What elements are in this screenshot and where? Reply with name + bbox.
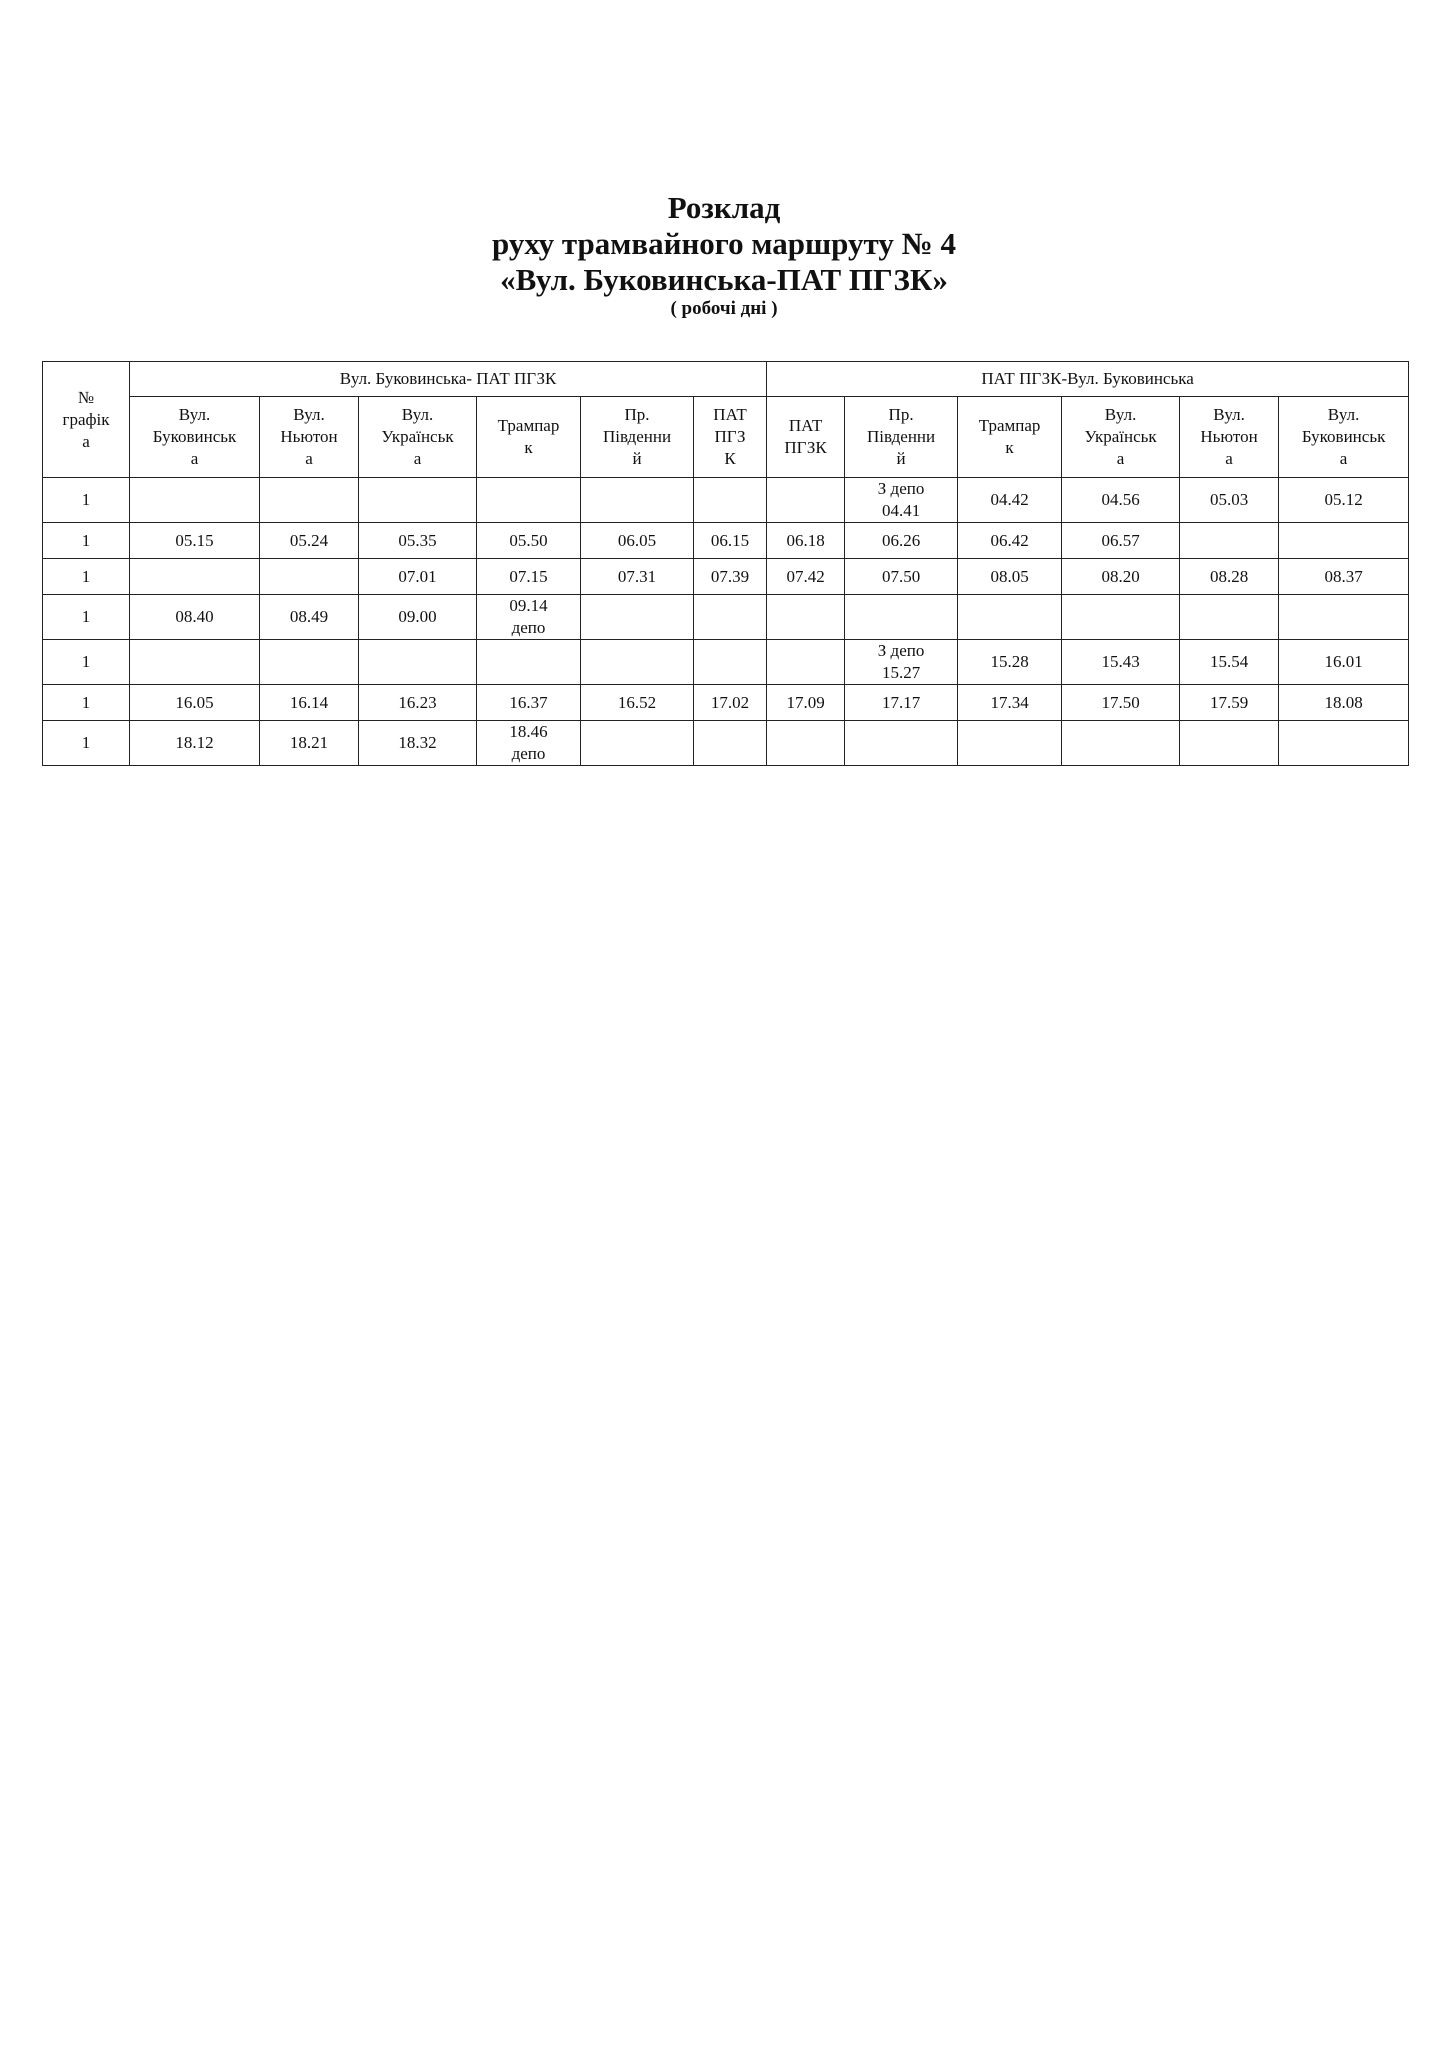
time-cell: 16.05 — [130, 685, 260, 721]
time-cell: 15.54 — [1180, 640, 1279, 685]
day-type-subtitle: ( робочі дні ) — [670, 298, 778, 319]
stop-header-dir1: Вул. Буковинськ а — [130, 397, 260, 478]
time-cell — [767, 640, 845, 685]
time-cell — [477, 640, 581, 685]
time-cell: 06.57 — [1062, 523, 1180, 559]
time-cell: 16.01 — [1279, 640, 1409, 685]
time-cell — [694, 640, 767, 685]
time-cell: 18.12 — [130, 721, 260, 766]
stop-header-dir2: Вул. Ньютон а — [1180, 397, 1279, 478]
time-cell — [767, 595, 845, 640]
time-cell: 08.28 — [1180, 559, 1279, 595]
time-cell: 08.40 — [130, 595, 260, 640]
time-cell — [581, 478, 694, 523]
time-cell: 08.20 — [1062, 559, 1180, 595]
table-row — [43, 595, 1409, 640]
graph-number-cell: 1 — [43, 478, 130, 523]
time-cell — [581, 640, 694, 685]
time-cell — [1279, 595, 1409, 640]
direction-1-header: Вул. Буковинська- ПАТ ПГЗК — [130, 362, 767, 397]
time-cell: 07.15 — [477, 559, 581, 595]
stop-header-dir2: Трампар к — [958, 397, 1062, 478]
time-cell — [260, 559, 359, 595]
time-cell: 07.50 — [845, 559, 958, 595]
stop-header-dir2: Пр. Південни й — [845, 397, 958, 478]
time-cell: 05.35 — [359, 523, 477, 559]
table-row — [43, 523, 1409, 559]
table-row — [43, 685, 1409, 721]
time-cell: 07.31 — [581, 559, 694, 595]
time-cell — [260, 640, 359, 685]
table-row — [43, 559, 1409, 595]
time-cell — [1279, 523, 1409, 559]
time-cell: 07.39 — [694, 559, 767, 595]
graph-number-cell: 1 — [43, 685, 130, 721]
time-cell: 18.46 депо — [477, 721, 581, 766]
time-cell: 18.08 — [1279, 685, 1409, 721]
time-cell: 09.14 депо — [477, 595, 581, 640]
graph-number-cell: 1 — [43, 640, 130, 685]
time-cell — [694, 595, 767, 640]
time-cell: 05.24 — [260, 523, 359, 559]
table-row — [43, 640, 1409, 685]
time-cell — [845, 595, 958, 640]
time-cell: 08.49 — [260, 595, 359, 640]
time-cell — [1180, 721, 1279, 766]
graph-number-cell: 1 — [43, 559, 130, 595]
time-cell — [130, 559, 260, 595]
time-cell: 16.37 — [477, 685, 581, 721]
time-cell — [1180, 523, 1279, 559]
time-cell: 18.21 — [260, 721, 359, 766]
time-cell — [845, 721, 958, 766]
stop-header-dir2: ПАТ ПГЗК — [767, 397, 845, 478]
time-cell — [359, 640, 477, 685]
time-cell — [958, 595, 1062, 640]
time-cell — [477, 478, 581, 523]
time-cell: 08.37 — [1279, 559, 1409, 595]
stop-header-dir2: Вул. Буковинськ а — [1279, 397, 1409, 478]
time-cell — [130, 640, 260, 685]
stop-header-dir1: Вул. Ньютон а — [260, 397, 359, 478]
time-cell: 17.17 — [845, 685, 958, 721]
table-row — [43, 478, 1409, 523]
document-header — [0, 190, 1448, 320]
schedule-table — [42, 361, 1409, 766]
stop-header-dir1: ПАТ ПГЗ К — [694, 397, 767, 478]
time-cell: 18.32 — [359, 721, 477, 766]
direction-2-header: ПАТ ПГЗК-Вул. Буковинська — [767, 362, 1409, 397]
time-cell: 05.03 — [1180, 478, 1279, 523]
time-cell — [1062, 721, 1180, 766]
table-row — [43, 721, 1409, 766]
stop-header-dir2: Вул. Українськ а — [1062, 397, 1180, 478]
time-cell: 17.02 — [694, 685, 767, 721]
time-cell: 16.23 — [359, 685, 477, 721]
document-title: Розклад — [667, 190, 781, 225]
time-cell: 17.09 — [767, 685, 845, 721]
time-cell: 06.15 — [694, 523, 767, 559]
time-cell: 05.50 — [477, 523, 581, 559]
time-cell: 05.12 — [1279, 478, 1409, 523]
time-cell — [581, 721, 694, 766]
graph-number-header: № графік а — [43, 362, 130, 478]
time-cell: 15.43 — [1062, 640, 1180, 685]
time-cell: 04.56 — [1062, 478, 1180, 523]
time-cell: 05.15 — [130, 523, 260, 559]
time-cell: 16.52 — [581, 685, 694, 721]
stop-header-dir1: Вул. Українськ а — [359, 397, 477, 478]
time-cell: 17.59 — [1180, 685, 1279, 721]
time-cell — [1279, 721, 1409, 766]
time-cell: 06.18 — [767, 523, 845, 559]
time-cell — [767, 478, 845, 523]
time-cell: 07.42 — [767, 559, 845, 595]
time-cell: 06.26 — [845, 523, 958, 559]
time-cell: З депо 15.27 — [845, 640, 958, 685]
graph-number-cell: 1 — [43, 721, 130, 766]
graph-number-cell: 1 — [43, 595, 130, 640]
time-cell — [1062, 595, 1180, 640]
time-cell: 06.05 — [581, 523, 694, 559]
time-cell: 08.05 — [958, 559, 1062, 595]
time-cell — [359, 478, 477, 523]
time-cell: 04.42 — [958, 478, 1062, 523]
time-cell: 16.14 — [260, 685, 359, 721]
time-cell: 17.34 — [958, 685, 1062, 721]
time-cell: 17.50 — [1062, 685, 1180, 721]
graph-number-cell: 1 — [43, 523, 130, 559]
time-cell — [1180, 595, 1279, 640]
time-cell — [260, 478, 359, 523]
route-name: «Вул. Буковинська-ПАТ ПГЗК» — [500, 262, 948, 297]
time-cell — [581, 595, 694, 640]
time-cell: 06.42 — [958, 523, 1062, 559]
time-cell — [958, 721, 1062, 766]
time-cell: 07.01 — [359, 559, 477, 595]
time-cell — [694, 478, 767, 523]
time-cell: 09.00 — [359, 595, 477, 640]
time-cell: 15.28 — [958, 640, 1062, 685]
stop-header-dir1: Пр. Південни й — [581, 397, 694, 478]
stop-header-dir1: Трампар к — [477, 397, 581, 478]
time-cell — [694, 721, 767, 766]
time-cell — [767, 721, 845, 766]
time-cell — [130, 478, 260, 523]
route-line: руху трамвайного маршруту № 4 — [491, 226, 956, 261]
time-cell: З депо 04.41 — [845, 478, 958, 523]
